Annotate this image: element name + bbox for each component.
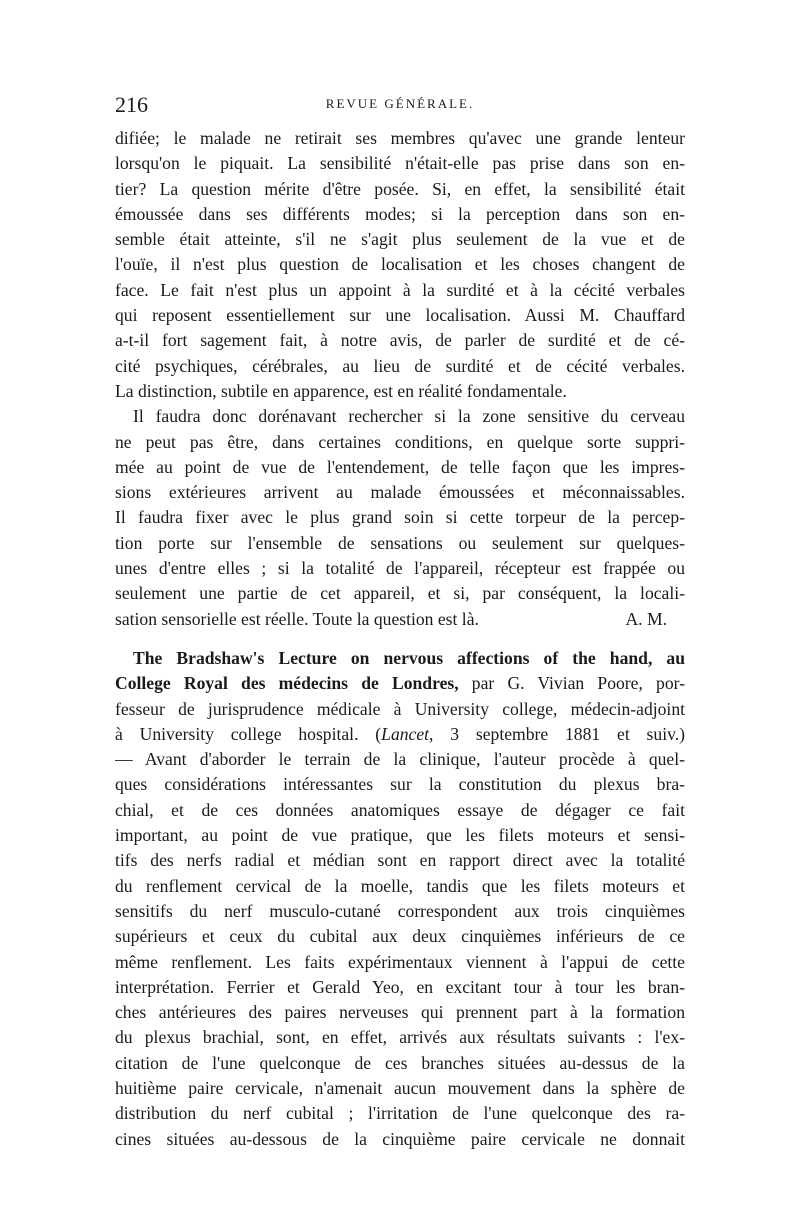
body-text	[115, 126, 685, 1152]
text-line: tion porte sur l'ensemble de sensations ou seulement sur quelques-	[115, 532, 685, 553]
text-line: distribution du nerf cubital ; l'irritation de l'une quelconque des ra-	[115, 1103, 685, 1124]
paragraph-1	[115, 126, 685, 404]
text-line: important, au point de vue pratique, que les filets moteurs et sensi-	[115, 825, 685, 846]
text-line: Il faudra fixer avec le plus grand soin si cette torpeur de la percep-	[115, 507, 685, 528]
text-fragment: , 3 septembre 1881 et suiv.)	[429, 723, 685, 744]
text-line: face. Le fait n'est plus un appoint à la surdité et à la cécité verbales	[115, 279, 685, 300]
text-line-with-signature	[115, 607, 685, 632]
article-title-line	[115, 646, 685, 671]
text-line: qui reposent essentiellement sur une localisation. Aussi M. Chauffard	[115, 305, 685, 326]
running-title: REVUE GÉNÉRALE.	[325, 96, 475, 111]
paragraph-2	[115, 404, 685, 632]
text-line: du plexus brachial, sont, en effet, arrivés aux résultats suivants : l'ex-	[115, 1027, 685, 1048]
article-author: par G. Vivian Poore, por-	[458, 673, 685, 694]
text-line: chial, et de ces données anatomiques essaye de dégager ce fait	[115, 799, 685, 820]
section-spacer	[115, 632, 685, 646]
text-line: — Avant d'aborder le terrain de la clinique, l'auteur procède à quel-	[115, 749, 685, 770]
article-title-continued: College Royal des médecins de Londres,	[115, 673, 459, 694]
text-line: tifs des nerfs radial et médian sont en rapport direct avec la totalité	[115, 850, 685, 871]
page-header	[115, 92, 685, 122]
text-line: émoussée dans ses différents modes; si la perception dans son en-	[115, 203, 685, 224]
text-line: sation sensorielle est réelle. Toute la question est là.	[115, 608, 479, 629]
article-title: The Bradshaw's Lecture on nervous affections of the hand, au	[133, 647, 685, 668]
text-line: ne peut pas être, dans certaines conditions, en quelque sorte suppri-	[115, 431, 685, 452]
text-line: cines situées au-dessous de la cinquième paire cervicale ne donnait	[115, 1128, 685, 1149]
text-line: unes d'entre elles ; si la totalité de l'appareil, récepteur est frappée ou	[115, 558, 685, 579]
text-line: citation de l'une quelconque de ces branches situées au-dessus de la	[115, 1052, 685, 1073]
text-line: seulement une partie de cet appareil, et si, par conséquent, la locali-	[115, 583, 685, 604]
journal-name: Lancet	[381, 723, 430, 744]
text-line: sions extérieures arrivent au malade émoussées et méconnaissables.	[115, 482, 685, 503]
text-fragment: à University college hospital. (	[115, 723, 382, 744]
text-line: supérieurs et ceux du cubital aux deux cinquièmes inférieurs de ce	[115, 926, 685, 947]
text-line: ches antérieures des paires nerveuses qui prennent part à la formation	[115, 1002, 685, 1023]
article-title-line	[115, 671, 685, 696]
text-line: difiée; le malade ne retirait ses membres qu'avec une grande lenteur	[115, 128, 685, 148]
text-line: sensitifs du nerf musculo-cutané correspondent aux trois cinquièmes	[115, 900, 685, 921]
text-line: ques considérations intéressantes sur la constitution du plexus bra-	[115, 774, 685, 795]
text-line: huitième paire cervicale, n'amenait aucun mouvement dans la sphère de	[115, 1077, 685, 1098]
text-line: l'ouïe, il n'est plus question de localisation et les choses changent de	[115, 254, 685, 275]
text-line: mée au point de vue de l'entendement, de telle façon que les impres-	[115, 456, 685, 477]
text-line: cité psychiques, cérébrales, au lieu de surdité et de cécité verbales.	[115, 355, 685, 376]
text-line: fesseur de jurisprudence médicale à University college, médecin-adjoint	[115, 698, 685, 719]
text-line: du renflement cervical de la moelle, tandis que les filets moteurs et	[115, 875, 685, 896]
text-line: Il faudra donc dorénavant rechercher si la zone sensitive du cerveau	[133, 406, 685, 427]
paragraph-3	[115, 646, 685, 1152]
citation-line	[115, 722, 685, 747]
text-line: La distinction, subtile en apparence, est en réalité fondamentale.	[115, 380, 567, 401]
author-signature: A. M.	[625, 608, 667, 629]
text-line: même renflement. Les faits expérimentaux viennent à l'appui de cette	[115, 951, 685, 972]
text-line: lorsqu'on le piquait. La sensibilité n'était-elle pas prise dans son en-	[115, 153, 685, 174]
page-number: 216	[115, 92, 148, 117]
text-line: semble était atteinte, s'il ne s'agit plus seulement de la vue et de	[115, 229, 685, 250]
text-line: a-t-il fort sagement fait, à notre avis, de parler de surdité et de cé-	[115, 330, 685, 351]
text-line: tier? La question mérite d'être posée. Si, en effet, la sensibilité était	[115, 178, 685, 199]
text-line: interprétation. Ferrier et Gerald Yeo, en excitant tour à tour les bran-	[115, 976, 685, 997]
